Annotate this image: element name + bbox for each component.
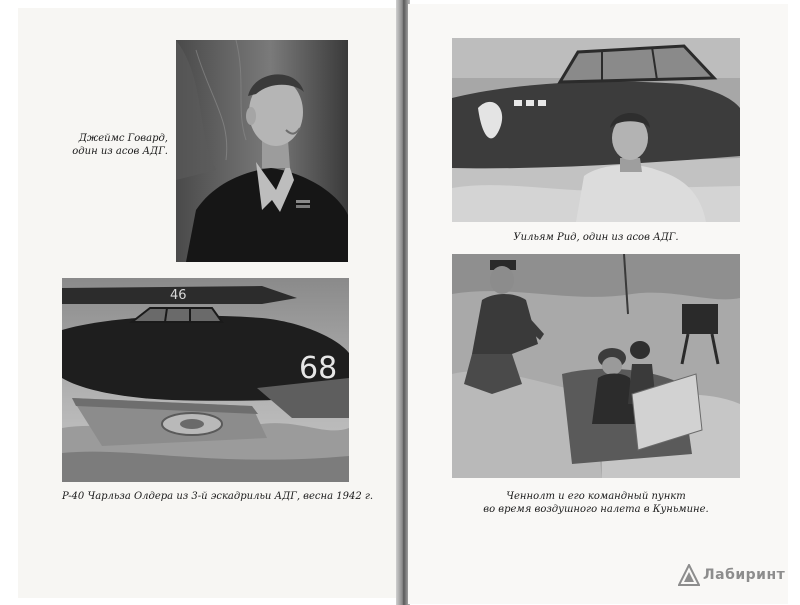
caption-william-reed	[452, 231, 740, 244]
caption-chennault-line2: во время воздушного налета в Куньмине.	[483, 504, 709, 515]
caption-william-reed-text: Уильям Рид, один из асов АДГ.	[513, 232, 679, 243]
labirint-watermark	[678, 562, 785, 588]
photo-chennault-command-post	[452, 254, 740, 478]
caption-chennault-line1: Ченнолт и его командный пункт	[506, 491, 686, 502]
photo-chennault-image	[452, 254, 740, 478]
plane-number-main: 68	[299, 351, 338, 386]
caption-p40	[62, 490, 374, 503]
labirint-watermark-text: Лабиринт	[703, 567, 786, 583]
plane-number-small: 46	[170, 288, 187, 303]
photo-p40-aircraft-image	[62, 278, 349, 482]
caption-james-howard-line2: один из асов АДГ.	[72, 146, 168, 157]
photo-william-reed	[452, 38, 740, 222]
labirint-logo-icon	[678, 564, 700, 586]
photo-james-howard-image	[176, 40, 348, 262]
photo-p40-aircraft	[62, 278, 349, 482]
photo-william-reed-image	[452, 38, 740, 222]
photo-james-howard	[176, 40, 348, 262]
caption-james-howard-line1: Джеймс Говард,	[78, 133, 168, 144]
caption-chennault	[452, 490, 740, 516]
caption-p40-text: P-40 Чарльза Олдера из 3-й эскадрильи АДГ, весна 1942 г.	[62, 491, 374, 502]
caption-james-howard	[56, 132, 168, 158]
